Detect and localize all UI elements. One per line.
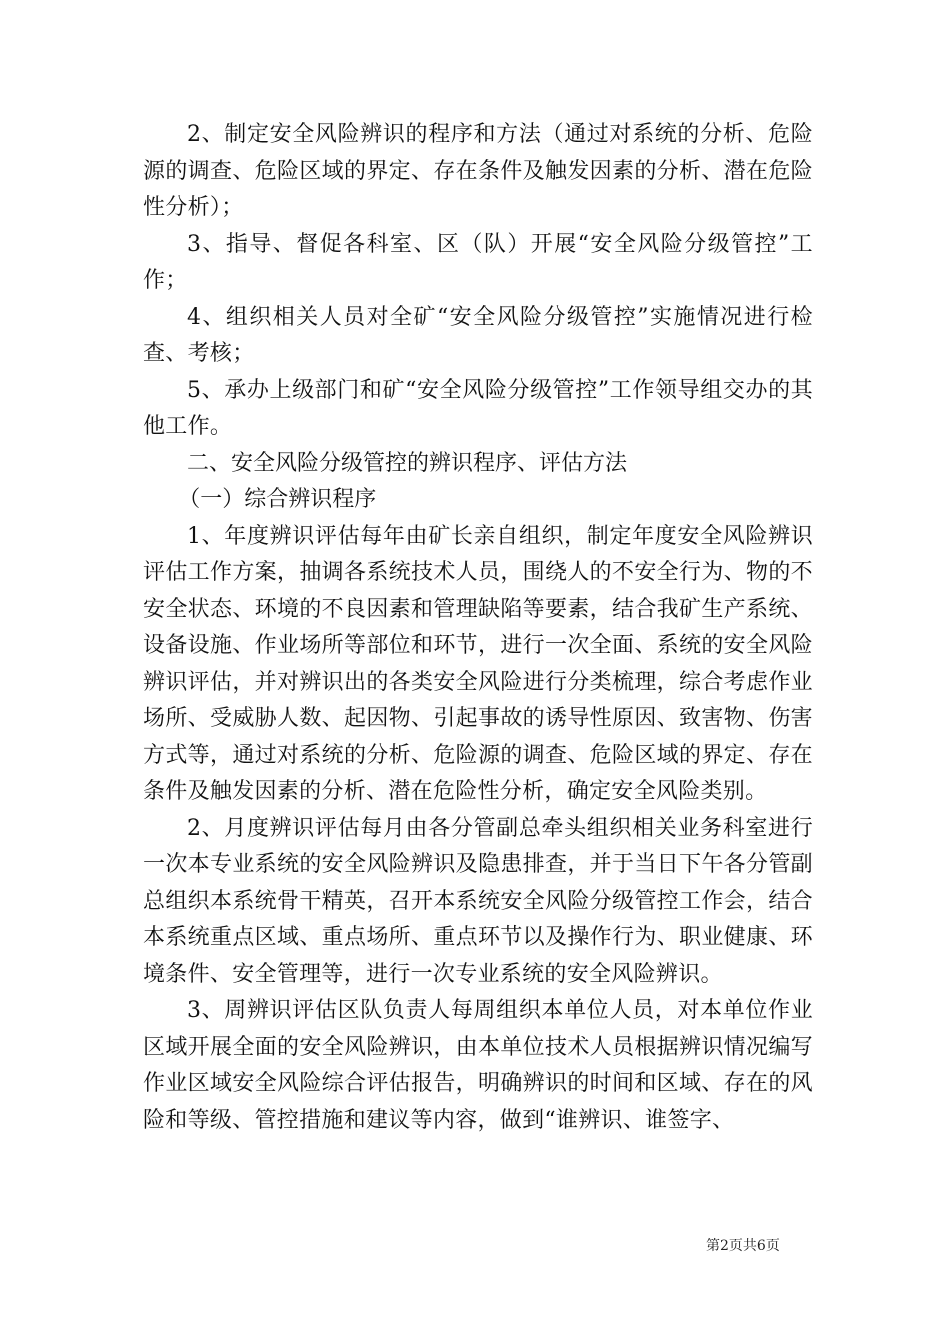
document-body	[143, 117, 813, 1139]
paragraph: 3、指导、督促各科室、区（队）开展“安全风险分级管控”工作；	[143, 231, 813, 293]
subsection-heading: （一）综合辨识程序	[178, 487, 377, 512]
paragraph: 4、组织相关人员对全矿“安全风险分级管控”实施情况进行检查、考核；	[143, 304, 813, 366]
paragraph: 5、承办上级部门和矿“安全风险分级管控”工作领导组交办的其他工作。	[143, 377, 813, 439]
section-heading: 二、安全风险分级管控的辨识程序、评估方法	[187, 450, 628, 476]
paragraph: 2、制定安全风险辨识的程序和方法（通过对系统的分析、危险源的调查、危险区域的界定、存在条件及触发因素的分析、潜在危险性分析）；	[143, 122, 813, 220]
paragraph: 3、周辨识评估区队负责人每周组织本单位人员，对本单位作业区域开展全面的安全风险辨识，由本单位技术人员根据辨识情况编写作业区域安全风险综合评估报告，明确辨识的时间和区域、存在的风险和等级、管控措施和建议等内容，做到“谁辨识、谁签字、	[143, 998, 813, 1133]
paragraph: 1、年度辨识评估每年由矿长亲自组织，制定年度安全风险辨识评估工作方案，抽调各系统技术人员，围绕人的不安全行为、物的不安全状态、环境的不良因素和管理缺陷等要素，结合我矿生产系统、设备设施、作业场所等部位和环节，进行一次全面、系统的安全风险辨识评估，并对辨识出的各类安全风险进行分类梳理，综合考虑作业场所、受威胁人数、起因物、引起事故的诱导性原因、致害物、伤害方式等，通过对系统的分析、危险源的调查、危险区域的界定、存在条件及触发因素的分析、潜在危险性分析，确定安全风险类别。	[143, 523, 813, 804]
page-number: 第2页共6页	[706, 1238, 780, 1254]
paragraph: 2、月度辨识评估每月由各分管副总牵头组织相关业务科室进行一次本专业系统的安全风险辨识及隐患排查，并于当日下午各分管副总组织本系统骨干精英，召开本系统安全风险分级管控工作会，结合本系统重点区域、重点场所、重点环节以及操作行为、职业健康、环境条件、安全管理等，进行一次专业系统的安全风险辨识。	[143, 815, 813, 987]
